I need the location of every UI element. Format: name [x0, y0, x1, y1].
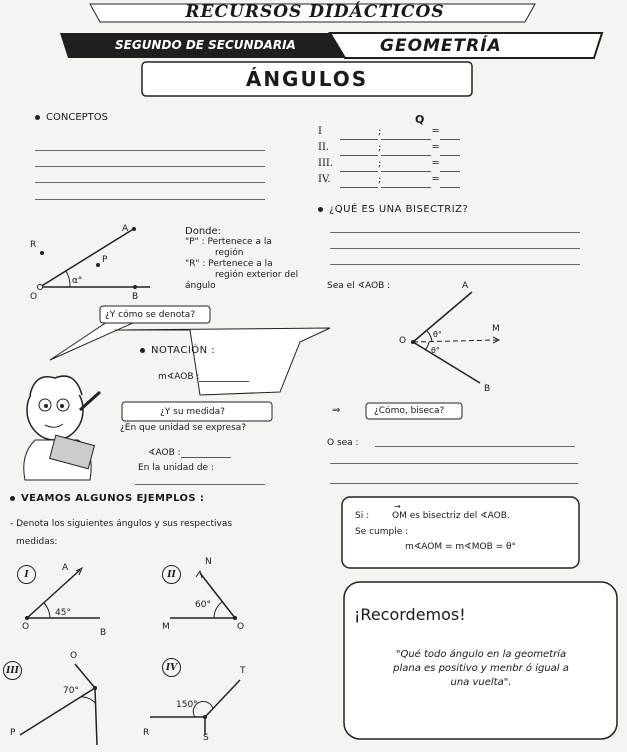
concept-line: [35, 166, 265, 167]
bis-label-b: B: [484, 384, 491, 394]
si-line2: Se cumple :: [355, 527, 409, 537]
ex2-label-n: N: [205, 557, 212, 567]
point-a: [132, 227, 136, 231]
student-cartoon: [24, 376, 100, 480]
ex1-angle: 45°: [55, 608, 71, 618]
donde-r3: ángulo: [185, 281, 216, 291]
blank: [440, 178, 460, 188]
blank: [440, 146, 460, 156]
donde-r2: región exterior del: [215, 270, 299, 280]
example-number-1: I: [17, 565, 36, 584]
q-row: I ; =: [318, 124, 460, 140]
unidad-line: En la unidad de :: [138, 463, 214, 473]
blank: [440, 130, 460, 140]
label-o: O: [30, 292, 38, 302]
bullet: [35, 115, 40, 120]
sea-label: Sea el ∢AOB :: [327, 281, 391, 291]
conceptos-heading: CONCEPTOS: [35, 112, 108, 123]
ray-oa: [40, 228, 135, 287]
label-b: B: [132, 292, 139, 302]
q-row: III. ; =: [318, 156, 460, 172]
label-r: R: [30, 240, 37, 250]
answer-line: [330, 463, 578, 464]
o-sea-line: O sea :: [327, 438, 359, 448]
m-aob-line: m∢AOB :: [158, 372, 249, 382]
blank: [340, 130, 378, 140]
answer-line: [330, 248, 580, 249]
arrow-icon: ⇒: [332, 405, 341, 416]
instruction-line1: - Denota los siguientes ángulos y sus respectivas: [10, 519, 233, 529]
ex2-ray-n: [200, 573, 235, 618]
ex3-label-p: P: [10, 728, 16, 738]
ex3-vertex: [93, 686, 97, 690]
ex3-ray-down: [95, 688, 97, 745]
arc2: [425, 342, 429, 350]
blank: [381, 162, 431, 172]
bis-theta2: θ°: [431, 346, 440, 355]
om-vector: → OM: [391, 502, 407, 521]
donde-title: Donde:: [185, 226, 222, 237]
ex1-label-a: A: [62, 563, 69, 573]
arc1: [427, 331, 432, 342]
aob-line: ∢AOB :: [148, 448, 231, 458]
ex3-angle: 70°: [63, 686, 79, 696]
example-number-4: IV: [162, 658, 181, 677]
ex2-angle: 60°: [195, 600, 211, 610]
ray-oa2: [413, 292, 472, 342]
medida-question: ¿Y su medida?: [160, 407, 225, 417]
ex4-angle: 150°: [176, 700, 198, 710]
ex1-vertex: [25, 616, 29, 620]
blank: [340, 146, 378, 156]
brand-title: RECURSOS DIDÁCTICOS: [185, 2, 445, 22]
blank: [381, 130, 431, 140]
concept-line: [35, 182, 265, 183]
bis-label-a: A: [462, 281, 469, 291]
label-a: A: [122, 224, 129, 234]
concept-line: [35, 150, 265, 151]
bullet: [10, 496, 15, 501]
blank: [199, 372, 249, 382]
point-r: [40, 251, 44, 255]
donde-p: "P" : Pertenece a la: [185, 237, 272, 247]
denota-bubble-tail: [50, 320, 135, 360]
ex2-arc: [214, 602, 222, 618]
ex4-ray-t: [205, 680, 240, 717]
example-number-3: III: [3, 661, 22, 680]
answer-line: [330, 232, 580, 233]
label-p: P: [102, 255, 108, 265]
answer-line: [375, 446, 575, 447]
denota-question: ¿Y cómo se denota?: [105, 310, 196, 320]
answer-line: [330, 264, 580, 265]
blank: [340, 178, 378, 188]
ex4-label-r: R: [143, 728, 150, 738]
ex2-vertex: [233, 616, 237, 620]
notacion-bubble: [115, 328, 330, 395]
subject-label: GEOMETRÍA: [380, 36, 502, 56]
ray-om: [413, 340, 497, 342]
ex4-label-s: S: [203, 733, 209, 743]
ex3-label-o: O: [70, 651, 78, 661]
example-number-2: II: [162, 565, 181, 584]
donde-block: [185, 226, 298, 292]
biseca-question: ¿Cómo, biseca?: [374, 406, 445, 416]
ex1-label-o: O: [22, 622, 30, 632]
ex2-label-o: O: [237, 622, 245, 632]
ray-ob2: [413, 342, 480, 383]
bisectriz-heading: ¿QUÉ ES UNA BISECTRIZ?: [318, 204, 468, 215]
bullet: [140, 348, 145, 353]
point-p: [96, 263, 100, 267]
donde-p2: región: [215, 248, 244, 258]
q-row: II. ; =: [318, 140, 460, 156]
angle-alpha: α°: [72, 276, 83, 286]
answer-line: [330, 483, 578, 484]
ex3-arc: [80, 697, 96, 704]
q-header: Q: [415, 113, 425, 126]
instruction-line2: medidas:: [16, 537, 58, 547]
ex3-ray-p: [20, 688, 95, 735]
page-title: ÁNGULOS: [245, 67, 369, 91]
vertex-o2: [411, 340, 415, 344]
notacion-heading: NOTACIÓN :: [140, 345, 215, 356]
q-row: IV. ; =: [318, 172, 460, 188]
blank: [381, 146, 431, 156]
ejemplos-heading: VEAMOS ALGUNOS EJEMPLOS :: [10, 493, 204, 504]
si-line1: Si : → OM es bisectriz del ∢AOB.: [355, 502, 510, 521]
bullet: [318, 207, 323, 212]
angle-arc: [66, 271, 70, 287]
blank: [181, 448, 231, 458]
bis-theta1: θ°: [433, 330, 442, 339]
blank: [381, 178, 431, 188]
unidad-question: ¿En que unidad se expresa?: [120, 423, 247, 433]
concept-line: [35, 199, 265, 200]
bis-label-o: O: [399, 336, 407, 346]
recordemos-title: ¡Recordemos!: [354, 605, 466, 624]
blank: [340, 162, 378, 172]
vertex-o: [38, 285, 43, 290]
donde-r: "R" : Pertenece a la: [185, 259, 273, 269]
blank: [440, 162, 460, 172]
ex4-label-t: T: [240, 666, 246, 676]
recordemos-text: "Qué todo ángulo en la geometría plana es positivo y menbr ó igual a una vuelta".: [393, 649, 569, 688]
ex2-label-m: M: [162, 622, 170, 632]
ex3-ray-o: [75, 664, 95, 688]
bis-label-m: M: [492, 324, 500, 334]
answer-line: [135, 484, 265, 485]
vector-arrow-icon: →: [393, 502, 401, 511]
q-table: [318, 124, 460, 188]
level-label: SEGUNDO DE SECUNDARIA: [115, 38, 296, 52]
si-formula: m∢AOM = m∢MOB = θ°: [405, 542, 517, 552]
ex1-arc: [44, 603, 50, 618]
point-b: [133, 285, 137, 289]
ex4-vertex: [203, 715, 207, 719]
ex1-label-b: B: [100, 628, 107, 638]
